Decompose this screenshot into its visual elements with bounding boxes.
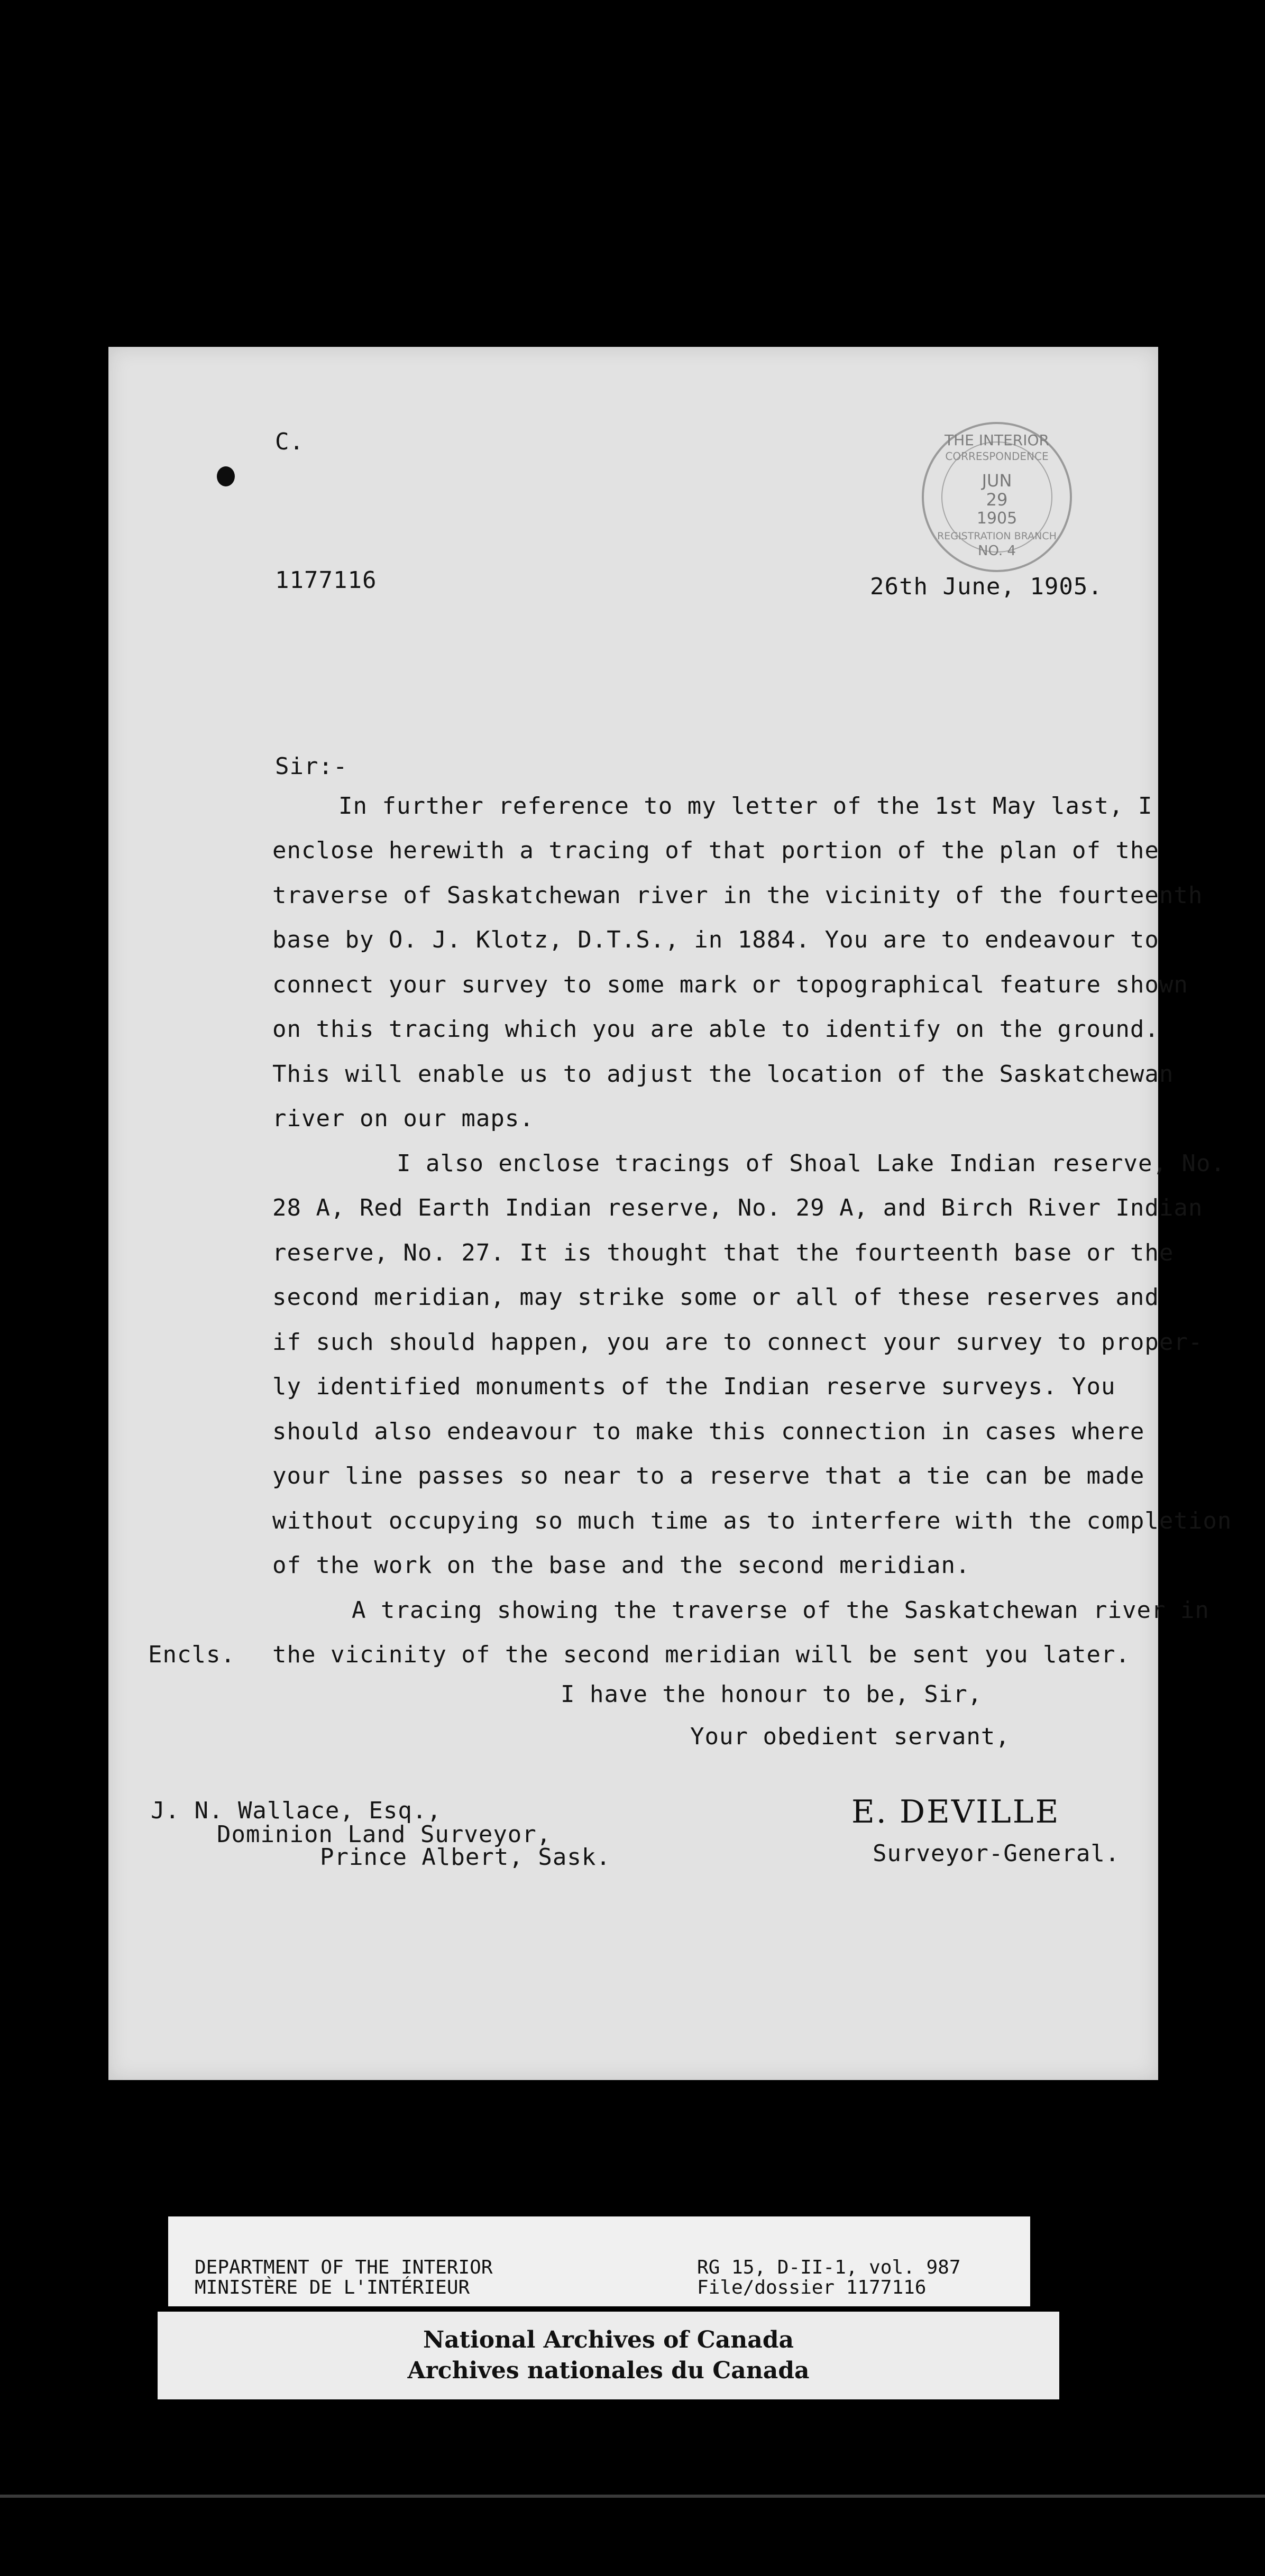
department-fr: MINISTÈRE DE L'INTÉRIEUR xyxy=(195,2277,470,2298)
body-line: In further reference to my letter of the 1st May last, I xyxy=(338,793,1153,820)
salutation: Sir:- xyxy=(275,753,348,780)
body-line: ly identified monuments of the Indian reserve surveys. You xyxy=(272,1373,1116,1400)
body-line: 28 A, Red Earth Indian reserve, No. 29 A, and Birch River Indian xyxy=(272,1194,1203,1221)
body-line: should also endeavour to make this connection in cases where xyxy=(272,1418,1145,1445)
body-line: if such should happen, you are to connect your survey to proper- xyxy=(272,1329,1203,1356)
body-line: your line passes so near to a reserve that a tie can be made xyxy=(272,1462,1145,1489)
stamp-day: 29 xyxy=(986,490,1008,510)
body-line: enclose herewith a tracing of that portion of the plan of the xyxy=(272,837,1159,864)
stamp-line-1: THE INTERIOR xyxy=(945,431,1049,449)
stamp-month: JUN xyxy=(982,471,1012,491)
stamp-number: NO. 4 xyxy=(978,543,1016,559)
addressee-title: Dominion Land Surveyor, xyxy=(217,1821,552,1848)
record-group-ref: RG 15, D-II-1, vol. 987 xyxy=(697,2257,961,2278)
punch-hole xyxy=(217,466,235,486)
body-line: connect your survey to some mark or topographical feature shown xyxy=(272,971,1188,998)
stamp-line-3: REGISTRATION BRANCH xyxy=(937,530,1057,542)
body-line: second meridian, may strike some or all of these reserves and xyxy=(272,1284,1159,1311)
archives-name-en: National Archives of Canada xyxy=(423,2326,794,2353)
enclosure-note: Encls. xyxy=(148,1641,235,1668)
body-line: reserve, No. 27. It is thought that the fourteenth base or the xyxy=(272,1239,1174,1266)
body-line: without occupying so much time as to interfere with the completion xyxy=(272,1507,1232,1534)
body-line: traverse of Saskatchewan river in the vicinity of the fourteenth xyxy=(272,882,1203,909)
addressee-name: J. N. Wallace, Esq., xyxy=(151,1797,442,1824)
body-line: river on our maps. xyxy=(272,1105,534,1132)
registration-stamp xyxy=(918,418,1076,576)
signer-title: Surveyor-General. xyxy=(873,1840,1120,1867)
department-block xyxy=(195,2258,493,2298)
reference-block xyxy=(697,2258,961,2298)
archive-reference-label xyxy=(168,2216,1030,2306)
letter-date: 26th June, 1905. xyxy=(870,573,1103,600)
body-line: This will enable us to adjust the location of the Saskatchewan xyxy=(272,1061,1174,1088)
stamp-line-2: CORRESPONDENCE xyxy=(945,450,1049,463)
department-en: DEPARTMENT OF THE INTERIOR xyxy=(195,2257,493,2278)
letter-initial: C. xyxy=(275,428,304,455)
signature: E. DEVILLE xyxy=(851,1793,1060,1830)
body-line: of the work on the base and the second meridian. xyxy=(272,1552,970,1579)
addressee-location: Prince Albert, Sask. xyxy=(320,1844,611,1871)
scan-edge-strip xyxy=(0,2495,1265,2498)
file-dossier-ref: File/dossier 1177116 xyxy=(697,2277,927,2298)
body-line: base by O. J. Klotz, D.T.S., in 1884. You are to endeavour to xyxy=(272,926,1159,953)
body-line: on this tracing which you are able to identify on the ground. xyxy=(272,1016,1159,1043)
closing-line: I have the honour to be, Sir, xyxy=(561,1681,983,1708)
closing-line: Your obedient servant, xyxy=(690,1723,1010,1750)
stamp-year: 1905 xyxy=(976,509,1018,528)
body-line: the vicinity of the second meridian will be sent you later. xyxy=(272,1641,1130,1668)
body-line: A tracing showing the traverse of the Saskatchewan river in xyxy=(352,1597,1209,1624)
archives-name-fr: Archives nationales du Canada xyxy=(407,2357,810,2384)
body-line: I also enclose tracings of Shoal Lake Indian reserve, No. xyxy=(397,1150,1225,1177)
archives-name-label xyxy=(158,2312,1059,2399)
file-number: 1177116 xyxy=(275,567,377,594)
